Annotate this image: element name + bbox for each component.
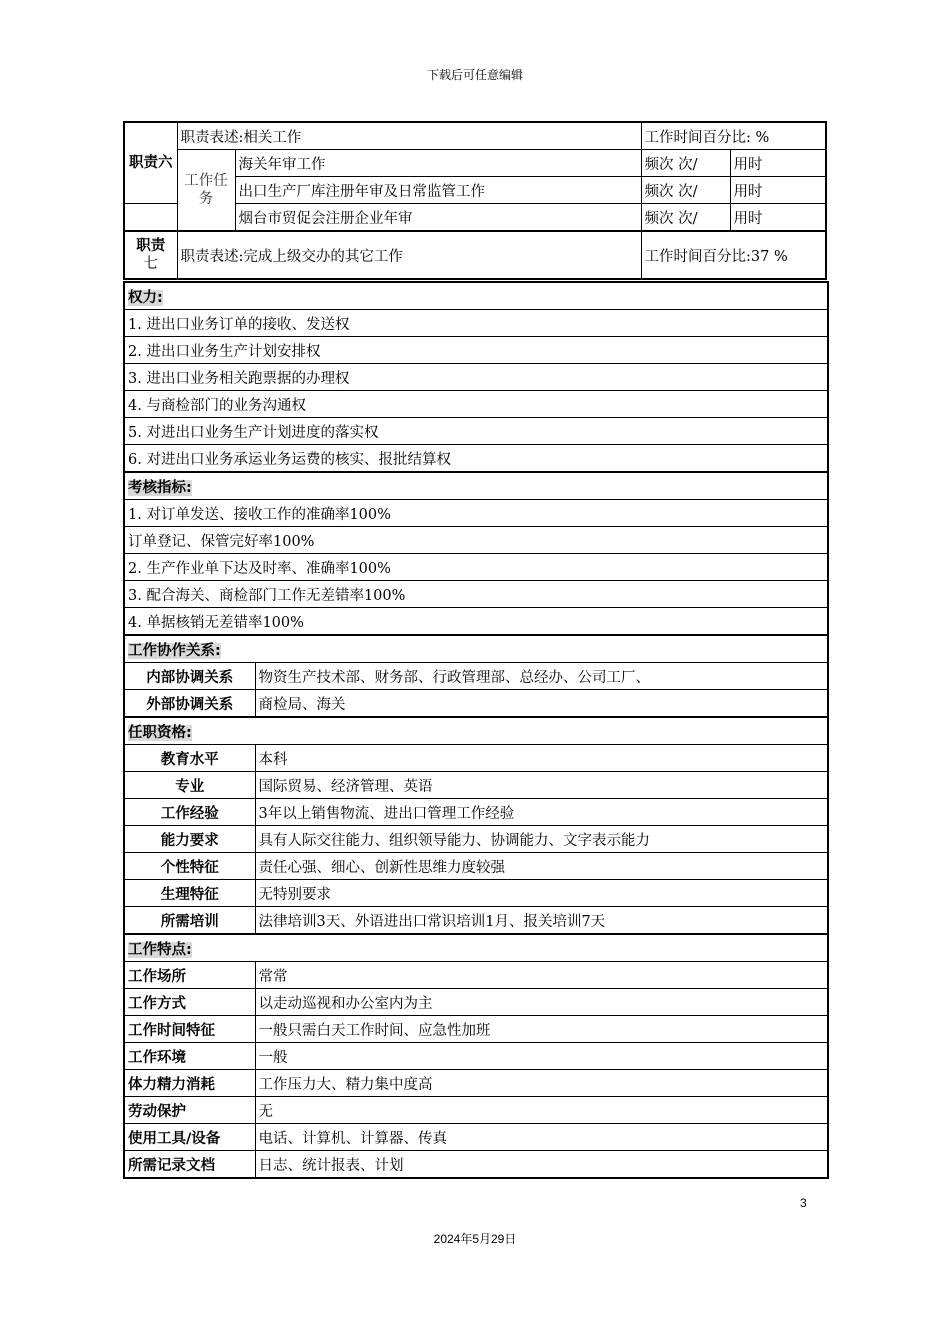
footer-date: 2024年5月29日: [433, 1232, 517, 1246]
feat-key: 劳动保护: [124, 1097, 255, 1124]
task-freq: 频次 次/: [641, 204, 730, 232]
coop-value: 商检局、海关: [255, 690, 828, 718]
feat-title: 工作特点:: [124, 934, 828, 962]
feat-value: 以走动巡视和办公室内为主: [255, 989, 828, 1016]
feat-value: 一般: [255, 1043, 828, 1070]
qual-value: 法律培训3天、外语进出口常识培训1月、报关培训7天: [255, 907, 828, 935]
power-item: 2. 进出口业务生产计划安排权: [124, 337, 828, 364]
qual-key: 生理特征: [124, 880, 255, 907]
feat-value: 电话、计算机、计算器、传真: [255, 1124, 828, 1151]
task-name: 出口生产厂库注册年审及日常监管工作: [235, 177, 641, 204]
feat-key: 体力精力消耗: [124, 1070, 255, 1097]
qual-key: 专业: [124, 772, 255, 799]
feat-value: 无: [255, 1097, 828, 1124]
feat-value: 一般只需白天工作时间、应急性加班: [255, 1016, 828, 1043]
feat-value: 日志、统计报表、计划: [255, 1151, 828, 1179]
feat-key: 所需记录文档: [124, 1151, 255, 1179]
task-use: 用时: [730, 204, 826, 232]
duty7-desc: 职责表述:完成上级交办的其它工作: [177, 231, 641, 279]
power-item: 6. 对进出口业务承运业务运费的核实、报批结算权: [124, 445, 828, 473]
kpi-item: 2. 生产作业单下达及时率、准确率100%: [124, 554, 828, 581]
page-header: 下载后可任意编辑: [426, 68, 523, 82]
task-use: 用时: [730, 177, 826, 204]
kpi-item: 订单登记、保管完好率100%: [124, 527, 828, 554]
task-use: 用时: [730, 150, 826, 177]
task-label: 工作任务: [177, 150, 235, 232]
coop-value: 物资生产技术部、财务部、行政管理部、总经办、公司工厂、: [255, 663, 828, 690]
qual-value: 无特别要求: [255, 880, 828, 907]
kpi-title: 考核指标:: [124, 472, 828, 500]
empty-cell: [124, 204, 177, 232]
qual-value: 国际贸易、经济管理、英语: [255, 772, 828, 799]
qual-key: 所需培训: [124, 907, 255, 935]
power-title: 权力:: [124, 282, 828, 310]
duty6-time: 工作时间百分比: %: [641, 122, 826, 150]
qual-value: 具有人际交往能力、组织领导能力、协调能力、文字表示能力: [255, 826, 828, 853]
qual-key: 教育水平: [124, 745, 255, 772]
task-freq: 频次 次/: [641, 150, 730, 177]
duties-table: [123, 121, 827, 280]
feat-key: 工作场所: [124, 962, 255, 989]
qual-key: 工作经验: [124, 799, 255, 826]
task-freq: 频次 次/: [641, 177, 730, 204]
duty7-time: 工作时间百分比:37 %: [641, 231, 826, 279]
coop-key: 内部协调关系: [124, 663, 255, 690]
coop-title: 工作协作关系:: [124, 635, 828, 663]
power-item: 3. 进出口业务相关跑票据的办理权: [124, 364, 828, 391]
info-table: [123, 281, 829, 1179]
kpi-item: 3. 配合海关、商检部门工作无差错率100%: [124, 581, 828, 608]
duty6-desc: 职责表述:相关工作: [177, 122, 641, 150]
feat-key: 工作环境: [124, 1043, 255, 1070]
page-number: 3: [800, 1196, 807, 1210]
qual-title: 任职资格:: [124, 717, 828, 745]
duty6-label: 职责六: [124, 122, 177, 204]
feat-key: 工作时间特征: [124, 1016, 255, 1043]
qual-key: 个性特征: [124, 853, 255, 880]
feat-key: 使用工具/设备: [124, 1124, 255, 1151]
duty7-label: 职责 七: [124, 231, 177, 279]
qual-value: 3年以上销售物流、进出口管理工作经验: [255, 799, 828, 826]
task-name: 海关年审工作: [235, 150, 641, 177]
feat-value: 工作压力大、精力集中度高: [255, 1070, 828, 1097]
qual-value: 责任心强、细心、创新性思维力度较强: [255, 853, 828, 880]
qual-key: 能力要求: [124, 826, 255, 853]
task-name: 烟台市贸促会注册企业年审: [235, 204, 641, 232]
power-item: 1. 进出口业务订单的接收、发送权: [124, 310, 828, 337]
kpi-item: 1. 对订单发送、接收工作的准确率100%: [124, 500, 828, 527]
coop-key: 外部协调关系: [124, 690, 255, 718]
feat-key: 工作方式: [124, 989, 255, 1016]
kpi-item: 4. 单据核销无差错率100%: [124, 608, 828, 636]
feat-value: 常常: [255, 962, 828, 989]
qual-value: 本科: [255, 745, 828, 772]
power-item: 5. 对进出口业务生产计划进度的落实权: [124, 418, 828, 445]
power-item: 4. 与商检部门的业务沟通权: [124, 391, 828, 418]
